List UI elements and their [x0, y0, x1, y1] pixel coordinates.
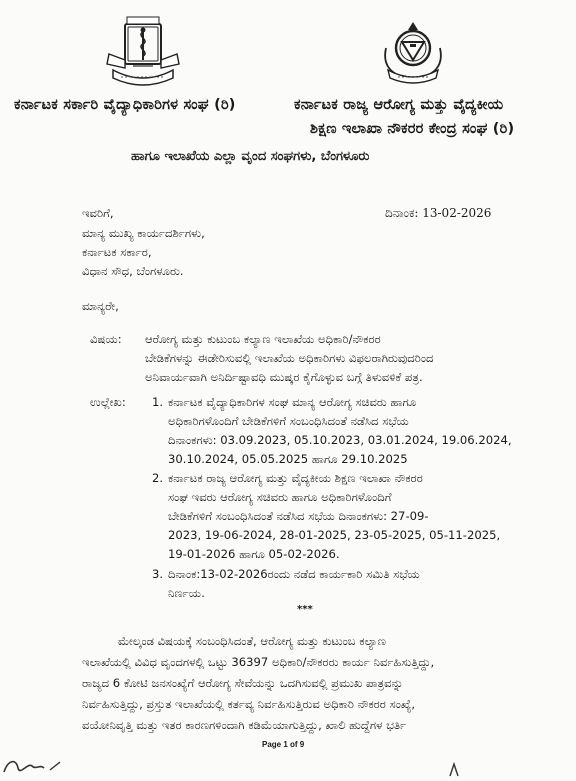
reference-1-line: ದಿನಾಂಕಗಳು: 03.09.2023, 05.10.2023, 03.01.2024, 19.06.2024, — [168, 433, 512, 447]
reference-2-line: 19-01-2026 ಹಾಗೂ 05-02-2026. — [168, 547, 340, 561]
salutation: ಮಾನ್ಯರೇ, — [82, 299, 119, 313]
body-line: ನಿರ್ವಹಿಸುತ್ತಿದ್ದು, ಪ್ರಸ್ತುತ ಇಲಾಖೆಯಲ್ಲಿ ಕರ್ತವ್ಯ ನಿರ್ವಹಿಸುತ್ತಿರುವ ಅಧಿಕಾರಿ ನೌಕರರ ಸಂಖ್ಯೆ, — [82, 697, 416, 711]
page-number: Page 1 of 9 — [262, 740, 305, 749]
section-separator: *** — [297, 604, 313, 615]
body-line: ರಾಜ್ಯದ 6 ಕೋಟಿ ಜನಸಂಖ್ಯೆಗೆ ಆರೋಗ್ಯ ಸೇವೆಯನ್ನು ಒದಗಿಸುವಲ್ಲಿ ಪ್ರಮುಖ ಪಾತ್ರವನ್ನು — [82, 676, 404, 690]
right-union-emblem — [378, 18, 448, 84]
body-line: ಮೇಲ್ಕಂಡ ವಿಷಯಕ್ಕೆ ಸಂಬಂಧಿಸಿದಂತೆ, ಆರೋಗ್ಯ ಮತ್ತು ಕುಟುಂಬ ಕಲ್ಯಾಣ — [118, 634, 386, 648]
right-organization-name-line2: ಶಿಕ್ಷಣ ಇಲಾಖಾ ನೌಕರರ ಕೇಂದ್ರ ಸಂಘ (ರಿ) — [310, 121, 515, 137]
addressee-line-2: ಮಾನ್ಯ ಮುಖ್ಯ ಕಾರ್ಯದರ್ಶಿಗಳು, — [82, 226, 205, 240]
body-line: ವಯೋನಿವೃತ್ತಿ ಮತ್ತು ಇತರ ಕಾರಣಗಳಿಂದಾಗಿ ಕಡಿಮೆಯಾಗುತ್ತಿದ್ದು, ಖಾಲಿ ಹುದ್ದೆಗಳ ಭರ್ತಿ — [82, 718, 407, 732]
reference-3-line: ದಿನಾಂಕ:13-02-2026ರಂದು ನಡೆದ ಕಾರ್ಯಕಾರಿ ಸಮಿತಿ ಸಭೆಯ — [168, 567, 420, 581]
body-line: ಇಲಾಖೆಯಲ್ಲಿ ವಿವಿಧ ವೃಂದಗಳಲ್ಲಿ ಒಟ್ಟು 36397 ಅಧಿಕಾರಿ/ನೌಕರರು ಕಾರ್ಯ ನಿರ್ವಹಿಸುತ್ತಿದ್ದು, — [82, 655, 435, 669]
addressee-line-4: ವಿಧಾನ ಸೌಧ, ಬೆಂಗಳೂರು. — [82, 264, 184, 278]
handwritten-signature-mark — [0, 752, 70, 777]
subject-line-3: ಅನಿವಾರ್ಯವಾಗಿ ಅನಿರ್ದಿಷ್ಟಾವಧಿ ಮುಷ್ಕರ ಕೈಗೊಳ್ಳುವ ಬಗ್ಗೆ ತಿಳುವಳಿಕೆ ಪತ್ರ. — [145, 370, 423, 384]
addressee-line-3: ಕರ್ನಾಟಕ ಸರ್ಕಾರ, — [82, 245, 152, 259]
reference-2-line: ಕರ್ನಾಟಕ ರಾಜ್ಯ ಆರೋಗ್ಯ ಮತ್ತು ವೈದ್ಯಕೀಯ ಶಿಕ್ಷಣ ಇಲಾಖಾ ನೌಕರರ — [168, 471, 423, 485]
corner-pen-mark — [446, 760, 466, 777]
reference-3-line: ನಿರ್ಣಯ. — [168, 586, 205, 600]
reference-1-number: 1. — [152, 395, 164, 409]
left-association-emblem — [103, 14, 183, 90]
right-organization-name-line1: ಕರ್ನಾಟಕ ರಾಜ್ಯ ಆರೋಗ್ಯ ಮತ್ತು ವೈದ್ಯಕೀಯ — [294, 97, 504, 113]
letter-date: ದಿನಾಂಕ: 13-02-2026 — [385, 206, 492, 220]
reference-2-line: 2023, 19-06-2024, 28-01-2025, 23-05-2025, 05-11-2025, — [168, 528, 501, 542]
reference-1-line: ಅಧಿಕಾರಿಗಳೊಂದಿಗೆ ಬೇಡಿಕೆಗಳಿಗೆ ಸಂಬಂಧಿಸಿದಂತೆ ನಡೆಸಿದ ಸಭೆಯ — [168, 414, 409, 428]
subject-line-2: ಬೇಡಿಕೆಗಳನ್ನು ಈಡೇರಿಸುವಲ್ಲಿ ಇಲಾಖೆಯ ಅಧಿಕಾರಿಗಳು ವಿಫಲರಾಗಿರುವುದರಿಂದ — [145, 351, 434, 365]
reference-label: ಉಲ್ಲೇಖ: — [90, 395, 126, 409]
reference-2-line: ಸಂಘ ಇವರು ಆರೋಗ್ಯ ಸಚಿವರು ಹಾಗೂ ಅಧಿಕಾರಿಗಳೊಂದಿಗೆ — [168, 490, 392, 504]
reference-1-line: ಕರ್ನಾಟಕ ವೈದ್ಯಾಧಿಕಾರಿಗಳ ಸಂಘ ಮಾನ್ಯ ಆರೋಗ್ಯ ಸಚಿವರು ಹಾಗೂ — [168, 395, 417, 409]
subject-line-1: ಆರೋಗ್ಯ ಮತ್ತು ಕುಟುಂಬ ಕಲ್ಯಾಣ ಇಲಾಖೆಯ ಅಧಿಕಾರಿ/ನೌಕರರ — [145, 332, 381, 346]
left-organization-name: ಕರ್ನಾಟಕ ಸರ್ಕಾರಿ ವೈದ್ಯಾಧಿಕಾರಿಗಳ ಸಂಘ (ರಿ) — [14, 97, 236, 113]
addressee-line-1: ಇವರಿಗೆ, — [82, 206, 114, 220]
reference-1-line: 30.10.2024, 05.05.2025 ಹಾಗೂ 29.10.2025 — [168, 452, 408, 466]
reference-2-line: ಬೇಡಿಕೆಗಳಿಗೆ ಸಂಬಂಧಿಸಿದಂತೆ ನಡೆಸಿದ ಸಭೆಯ ದಿನಾಂಕಗಳು: 27-09- — [168, 509, 429, 523]
subject-label: ವಿಷಯ: — [90, 332, 122, 346]
reference-3-number: 3. — [152, 567, 164, 581]
reference-2-number: 2. — [152, 471, 164, 485]
header-subheading: ಹಾಗೂ ಇಲಾಖೆಯ ಎಲ್ಲಾ ವೃಂದ ಸಂಘಗಳು, ಬೆಂಗಳೂರು — [131, 149, 370, 164]
